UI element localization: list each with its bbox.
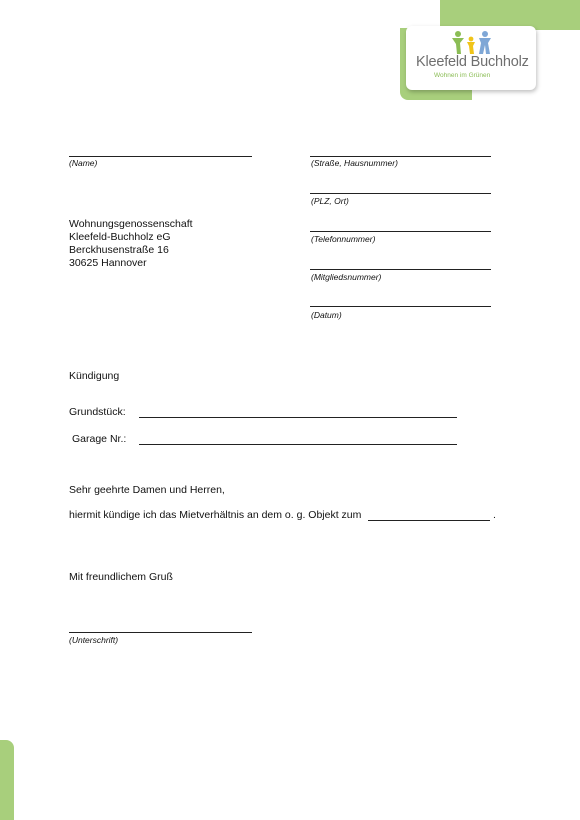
plz-line[interactable]	[310, 193, 491, 194]
member-line[interactable]	[310, 269, 491, 270]
name-caption: (Name)	[69, 158, 98, 168]
recipient-line-4: 30625 Hannover	[69, 257, 147, 269]
closing: Mit freundlichem Gruß	[69, 571, 173, 583]
phone-caption: (Telefonnummer)	[311, 234, 376, 244]
date-caption: (Datum)	[311, 310, 342, 320]
member-caption: (Mitgliedsnummer)	[311, 272, 382, 282]
date-line[interactable]	[310, 306, 491, 307]
street-caption: (Straße, Hausnummer)	[311, 158, 398, 168]
termination-date-line[interactable]	[368, 520, 490, 521]
body-end: .	[493, 509, 496, 521]
grundstueck-line[interactable]	[139, 417, 457, 418]
logo-name: Kleefeld Buchholz	[416, 54, 529, 70]
recipient-line-3: Berckhusenstraße 16	[69, 244, 169, 256]
phone-line[interactable]	[310, 231, 491, 232]
grundstueck-label: Grundstück:	[69, 406, 126, 418]
garage-label: Garage Nr.:	[72, 433, 127, 445]
street-line[interactable]	[310, 156, 491, 157]
subject: Kündigung	[69, 370, 120, 382]
company-logo	[406, 26, 536, 90]
recipient-line-1: Wohnungsgenossenschaft	[69, 218, 193, 230]
body-text: hiermit kündige ich das Mietverhältnis an dem o. g. Objekt zum	[69, 509, 362, 521]
garage-line[interactable]	[139, 444, 457, 445]
logo-tagline: Wohnen im Grünen	[434, 72, 491, 79]
recipient-line-2: Kleefeld-Buchholz eG	[69, 231, 171, 243]
signature-caption: (Unterschrift)	[69, 635, 119, 645]
footer-decoration	[0, 740, 14, 820]
signature-line[interactable]	[69, 632, 252, 633]
name-line[interactable]	[69, 156, 252, 157]
plz-caption: (PLZ, Ort)	[311, 196, 349, 206]
recipient-address	[69, 218, 193, 270]
family-figures-icon	[450, 30, 496, 54]
salutation: Sehr geehrte Damen und Herren,	[69, 484, 225, 496]
